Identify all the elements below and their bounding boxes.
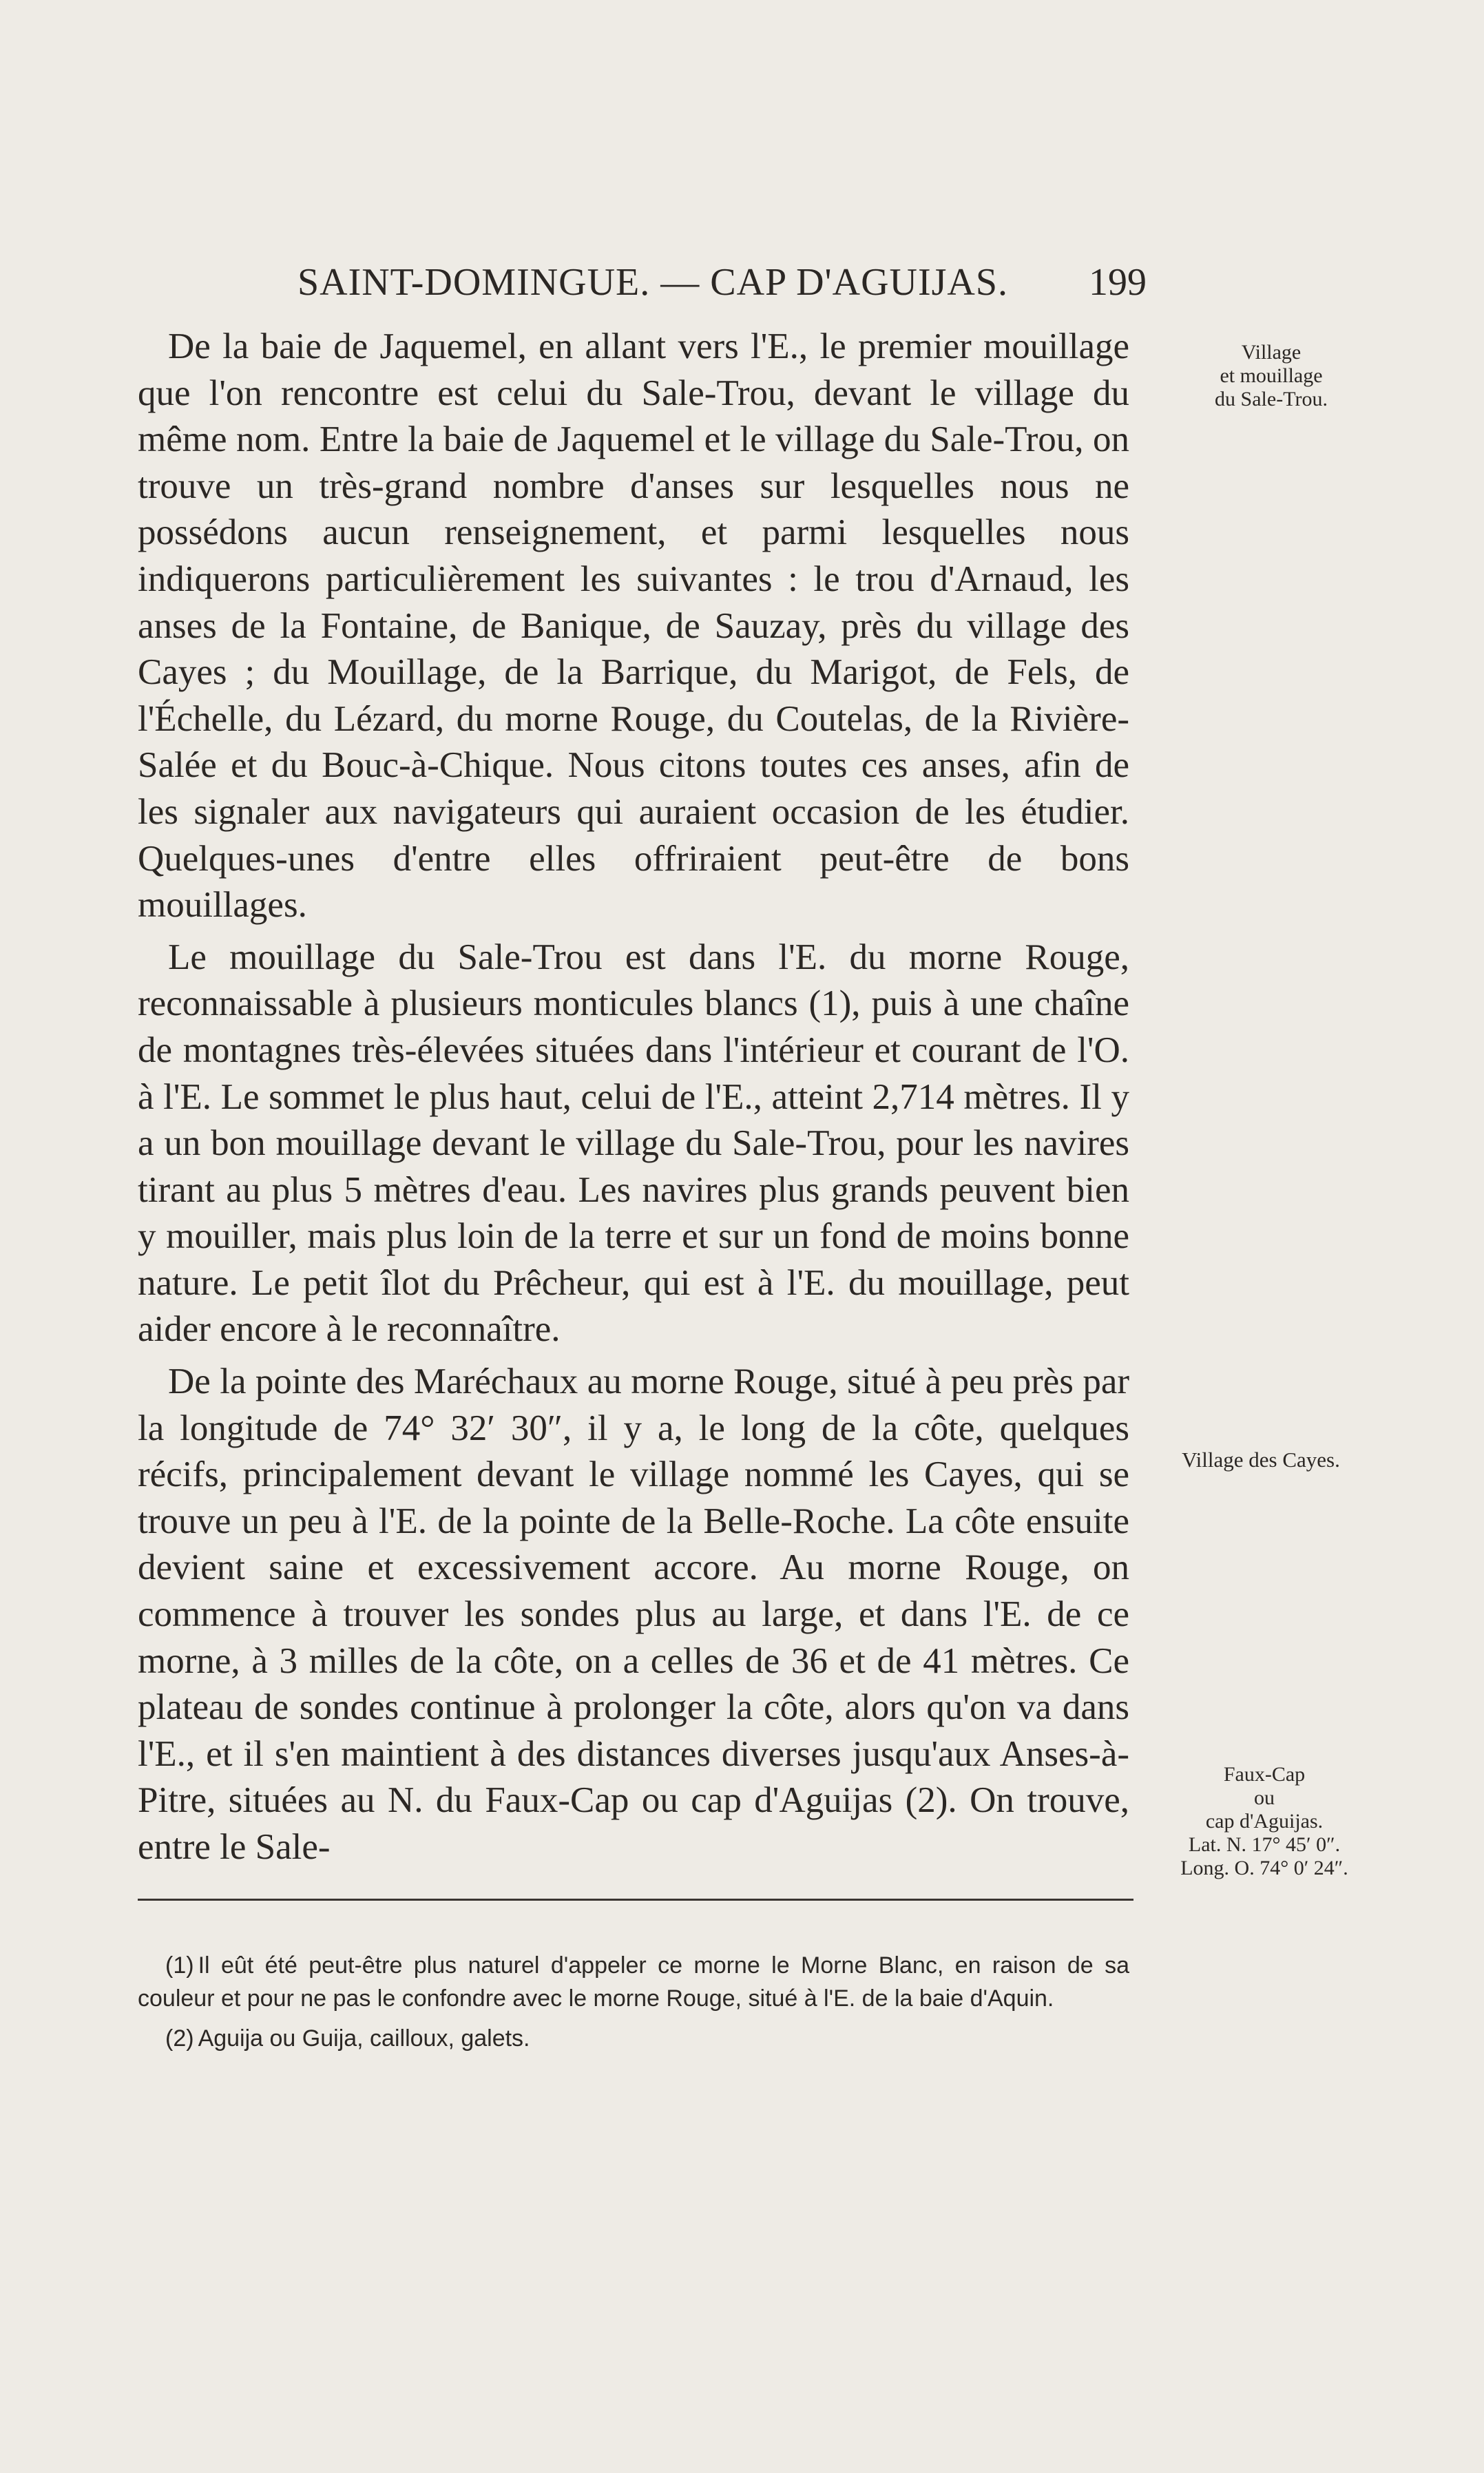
margin-note-line: cap d'Aguijas. [1205, 1810, 1324, 1833]
margin-note-line: Lat. N. 17° 45′ 0″. [1188, 1833, 1341, 1856]
margin-note-faux-cap [1158, 1763, 1371, 1880]
margin-note-line: ou [1254, 1786, 1275, 1809]
main-text [138, 324, 1129, 1871]
margin-note-line: Village [1241, 341, 1302, 364]
margin-note-line: Long. O. 74° 0′ 24″. [1180, 1857, 1348, 1879]
margin-note-line: et mouillage [1220, 364, 1323, 387]
paragraph-mouillage: Le mouillage du Sale-Trou est dans l'E. du morne Rouge, reconnaissable à plusieurs monticules blancs (1), puis à une chaîne de montagnes très-élevées situées dans l'intérieur et courant de l'O. à l'E. Le sommet le plus haut, celui de l'E., atteint 2,714 mètres. Il y a un bon mouillage devant le village du Sale-Trou, pour les navires tirant au plus 5 mètres d'eau. Les navires plus grands peuvent bien y mouiller, mais plus loin de la terre et sur un fond de moins bonne nature. Le petit îlot du Prêcheur, qui est à l'E. du mouillage, peut aider encore à le reconnaître. [138, 937, 1129, 1350]
footnote-text: Aguija ou Guija, cailloux, galets. [198, 2025, 530, 2052]
margin-note-cayes: Village des Cayes. [1182, 1448, 1340, 1472]
page-number: 199 [1089, 261, 1147, 304]
footnotes [138, 1949, 1129, 2055]
running-title: SAINT-DOMINGUE. — CAP D'AGUIJAS. [297, 261, 1008, 304]
footnote-marker: (2) [165, 2025, 194, 2052]
page-header [296, 260, 1147, 315]
footnote-1 [138, 1949, 1129, 2015]
footnote-text: Il eût été peut-être plus naturel d'appeler ce morne le Morne Blanc, en raison de sa couleur et pour ne pas le confondre avec le morne Rouge, situé à l'E. de la baie d'Aquin. [138, 1952, 1129, 2012]
footnote-marker: (1) [165, 1952, 194, 1979]
paragraph-cayes: De la pointe des Maréchaux au morne Rouge, situé à peu près par la longitude de 74° 32′ 30″, il y a, le long de la côte, quelques récifs, principalement devant le village nommé les Cayes, qui se trouve un peu à l'E. de la pointe de la Belle-Roche. La côte ensuite devient saine et excessivement accore. Au morne Rouge, on commence à trouver les sondes plus au large, et dans l'E. de ce morne, à 3 milles de la côte, on a celles de 36 et de 41 mètres. Ce plateau de sondes continue à prolonger la côte, alors qu'on va dans l'E., et il s'en maintient à des distances diverses jusqu'aux Anses-à-Pitre, situées au N. du Faux-Cap ou cap d'Aguijas (2). On trouve, entre le Sale- [138, 1361, 1129, 1867]
footnote-2 [138, 2022, 1129, 2055]
margin-note-line: du Sale-Trou. [1215, 388, 1328, 410]
margin-note-sale-trou [1175, 341, 1368, 411]
margin-note-line: Faux-Cap [1223, 1763, 1306, 1786]
footnote-rule [138, 1899, 1133, 1901]
paragraph-sale-trou: De la baie de Jaquemel, en allant vers l'E., le premier mouillage que l'on rencontre est celui du Sale-Trou, devant le village du même nom. Entre la baie de Jaquemel et le village du Sale-Trou, on trouve un très-grand nombre d'anses sur lesquelles nous ne possédons aucun renseignement, et parmi lesquelles nous indiquerons particulièrement les suivantes : le trou d'Arnaud, les anses de la Fontaine, de Banique, de Sauzay, près du village des Cayes ; du Mouillage, de la Barrique, du Marigot, de Fels, de l'Échelle, du Lézard, du morne Rouge, du Coutelas, de la Rivière-Salée et du Bouc-à-Chique. Nous citons toutes ces anses, afin de les signaler aux navigateurs qui auraient occasion de les étudier. Quelques-unes d'entre elles offriraient peut-être de bons mouillages. [138, 326, 1129, 926]
